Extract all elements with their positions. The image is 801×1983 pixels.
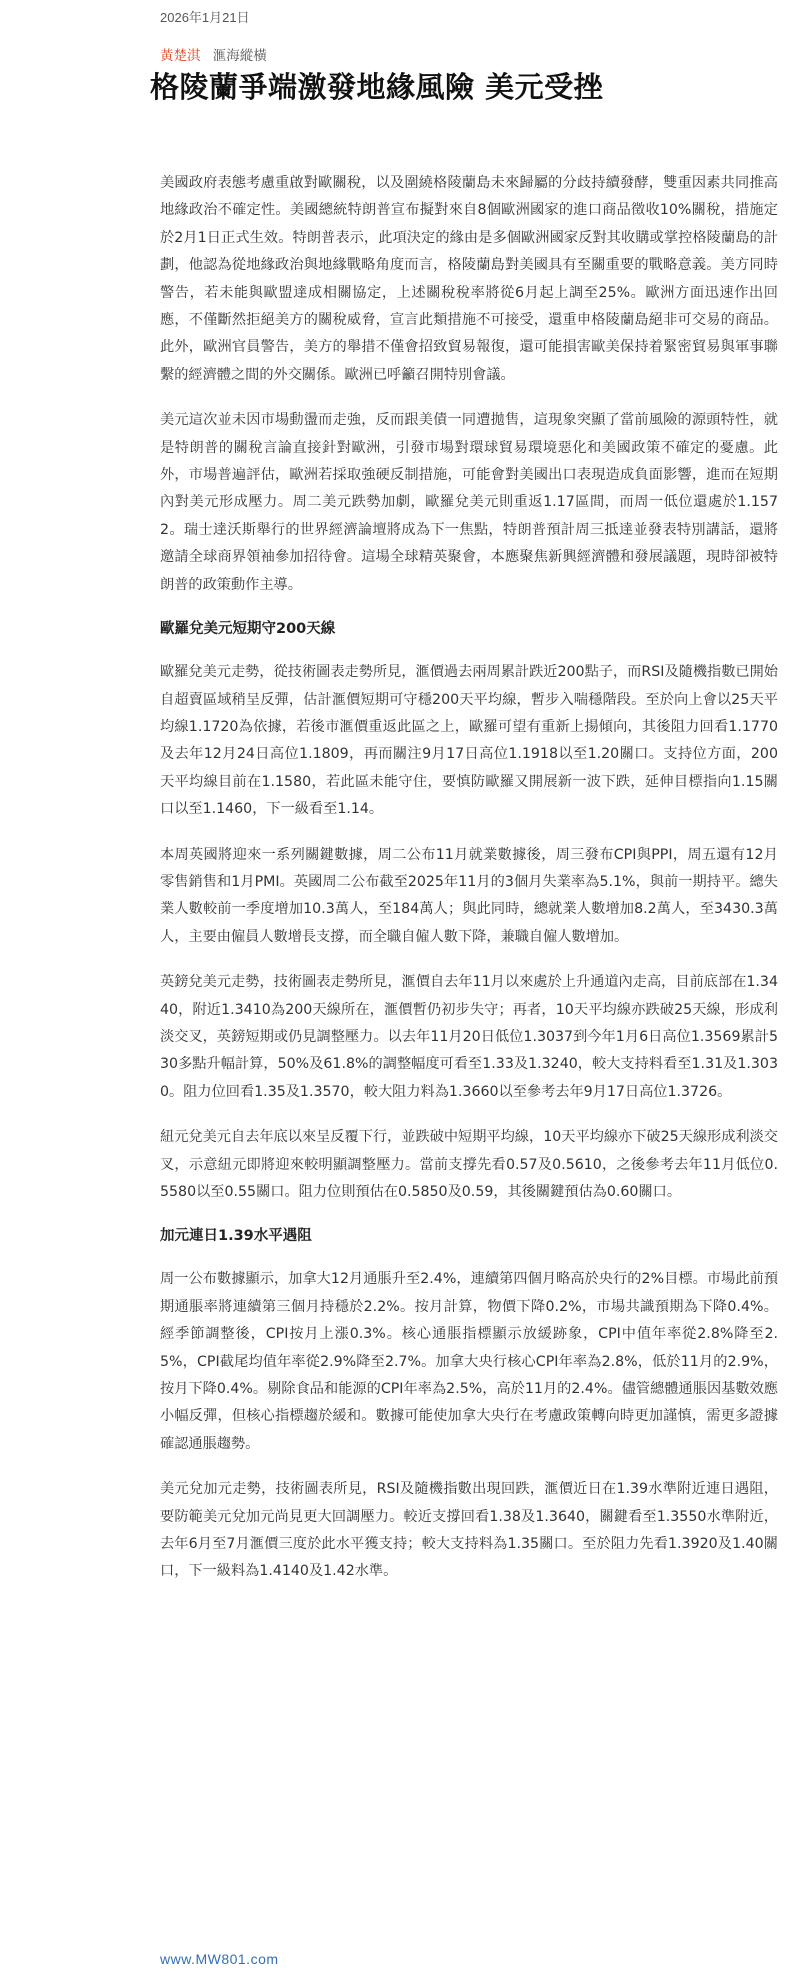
intro-paragraph-1: 美國政府表態考慮重啟對歐關稅，以及圍繞格陵蘭島未來歸屬的分歧持續發酵，雙重因素共同推高地緣政治不確定性。美國總統特朗普宣布擬對來自8個歐洲國家的進口商品徵收10%關稅，措施定於2月1日正式生效。特朗普表示，此項決定的緣由是多個歐洲國家反對其收購或掌控格陵蘭島的計劃，他認為從地緣政治與地緣戰略角度而言，格陵蘭島對美國具有至關重要的戰略意義。美方同時警告，若未能與歐盟達成相關協定，上述關稅稅率將從6月起上調至25%。歐洲方面迅速作出回應，不僅斷然拒絕美方的關稅威脅，宣言此類措施不可接受，還重申格陵蘭島絕非可交易的商品。此外，歐洲官員警告，美方的舉措不僅會招致貿易報復，還可能損害歐美保持着緊密貿易與軍事聯繫的經濟體之間的外交關係。歐洲已呼籲召開特別會議。 — [160, 175, 778, 383]
section2-paragraph-1: 周一公布數據顯示，加拿大12月通脹升至2.4%，連續第四個月略高於央行的2%目標。市場此前預期通脹率將連續第三個月持穩於2.2%。按月計算，物價下降0.2%，市場共識預期為下降0.4%。經季節調整後，CPI按月上漲0.3%。核心通脹指標顯示放緩跡象，CPI中值年率從2.8%降至2.5%，CPI截尾均值年率從2.9%降至2.7%。加拿大央行核心CPI年率為2.8%，低於11月的2.9%，按月下降0.4%。剔除食品和能源的CPI年率為2.5%，高於11月的2.4%。儘管總體通脹因基數效應小幅反彈，但核心指標趨於緩和。數據可能使加拿大央行在考慮政策轉向時更加謹慎，需更多證據確認通脹趨勢。 — [160, 1271, 778, 1452]
article-body — [160, 170, 778, 1604]
section-heading-cad: 加元連日1.39水平遇阻 — [160, 1228, 312, 1245]
article-title: 格陵蘭爭端激發地緣風險 美元受挫 — [150, 70, 604, 104]
author-name[interactable]: 黃楚淇 — [160, 48, 201, 64]
publish-date: 2026年1月21日 — [160, 10, 250, 25]
section1-paragraph-3: 英鎊兌美元走勢，技術圖表走勢所見，滙價自去年11月以來處於上升通道內走高，目前底部在1.3440，附近1.3410為200天線所在，滙價暫仍初步失守；再者，10天平均線亦跌破25天線，形成利淡交叉，英鎊短期或仍見調整壓力。以去年11月20日低位1.3037到今年1月6日高位1.3569累計530多點升幅計算，50%及61.8%的調整幅度可看至1.33及1.3240，較大支持料看至1.31及1.3030。阻力位回看1.35及1.3570，較大阻力料為1.3660以至參考去年9月17日高位1.3726。 — [160, 974, 778, 1100]
site-link[interactable]: www.MW801.com — [160, 1951, 279, 1967]
section1-paragraph-4: 紐元兌美元自去年底以來呈反覆下行，並跌破中短期平均線，10天平均線亦下破25天線形成利淡交叉，示意紐元即將迎來較明顯調整壓力。當前支撐先看0.57及0.5610，之後參考去年11月低位0.5580以至0.55關口。阻力位則預估在0.5850及0.59，其後關鍵預估為0.60關口。 — [160, 1129, 778, 1200]
source-name: 滙海縱橫 — [212, 48, 267, 64]
section1-paragraph-1: 歐羅兌美元走勢，從技術圖表走勢所見，滙價過去兩周累計跌近200點子，而RSI及隨機指數已開始自超賣區域稍呈反彈，估計滙價短期可守穩200天平均線，暫步入喘穩階段。至於向上會以25天平均線1.1720為依據，若後市滙價重返此區之上，歐羅可望有重新上揚傾向，其後阻力回看1.1770及去年12月24日高位1.1809，再而關注9月17日高位1.1918以至1.20關口。支持位方面，200天平均線目前在1.1580，若此區未能守住，要慎防歐羅又開展新一波下跌，延伸目標指向1.15關口以至1.1460，下一級看至1.14。 — [160, 664, 778, 818]
section2-paragraph-2: 美元兌加元走勢，技術圖表所見，RSI及隨機指數出現回跌，滙價近日在1.39水準附近連日遇阻，要防範美元兌加元尚見更大回調壓力。較近支撐回看1.38及1.3640，關鍵看至1.3550水準附近，去年6月至7月滙價三度於此水平獲支持；較大支持料為1.35關口。至於阻力先看1.3920及1.40關口，下一級料為1.4140及1.42水準。 — [160, 1481, 778, 1580]
section-heading-eur: 歐羅兌美元短期守200天線 — [160, 621, 336, 638]
byline — [160, 44, 267, 64]
section1-paragraph-2: 本周英國將迎來一系列關鍵數據，周二公布11月就業數據後，周三發布CPI與PPI，周五還有12月零售銷售和1月PMI。英國周二公布截至2025年11月的3個月失業率為5.1%，與前一期持平。總失業人數較前一季度增加10.3萬人，至184萬人；與此同時，總就業人數增加8.2萬人，至3430.3萬人，主要由僱員人數增長支撐，而全職自僱人數下降，兼職自僱人數增加。 — [160, 846, 778, 945]
intro-paragraph-2: 美元這次並未因市場動盪而走強，反而跟美債一同遭拋售，這現象突顯了當前風險的源頭特性，就是特朗普的關稅言論直接針對歐洲，引發市場對環球貿易環境惡化和美國政策不確定的憂慮。此外，市場普遍評估，歐洲若採取強硬反制措施，可能會對美國出口表現造成負面影響，進而在短期內對美元形成壓力。周二美元跌勢加劇，歐羅兌美元則重返1.17區間，而周一低位還處於1.1572。瑞士達沃斯舉行的世界經濟論壇將成為下一焦點，特朗普預計周三抵達並發表特別講話，還將邀請全球商界領袖參加招待會。這場全球精英聚會，本應聚焦新興經濟體和發展議題，現時卻被特朗普的政策動作主導。 — [160, 412, 778, 593]
